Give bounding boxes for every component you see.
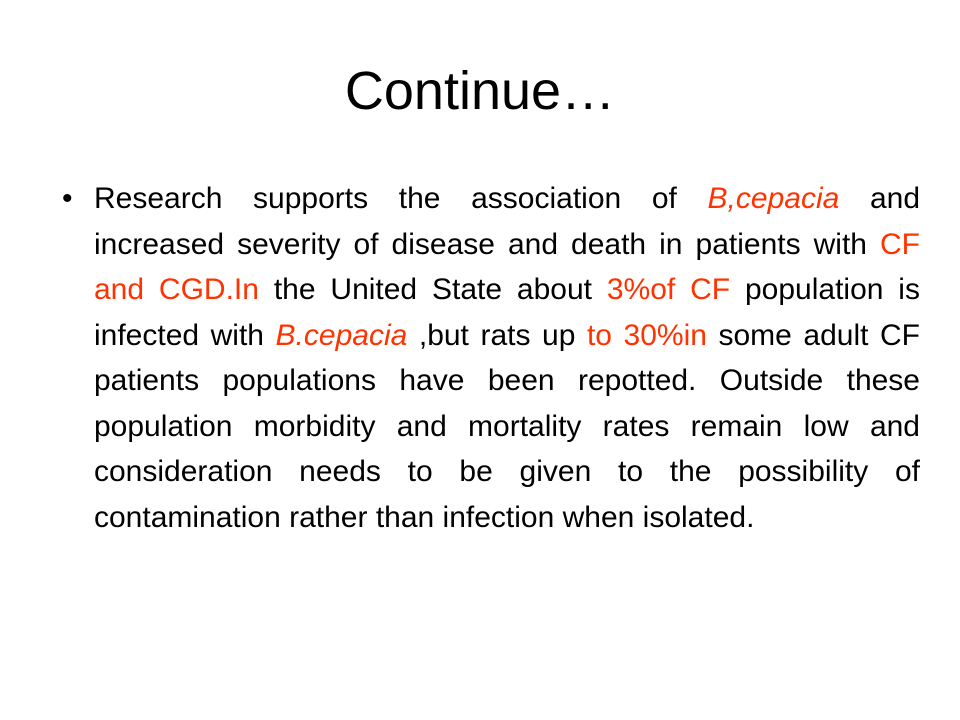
highlight-3-percent-cf: 3%of CF <box>606 273 731 306</box>
bullet-text-segment: and increased severity of disease and death in patients with <box>94 182 921 261</box>
bullet-text-segment: some adult CF patients populations have been repotted. Outside these population morbidity and mortality rates remain low and consideration needs to be given to the possibility of contamination rather than infection when isolated. <box>94 318 921 534</box>
highlight-30-percent: to 30%in <box>586 318 707 352</box>
bullet-paragraph <box>94 176 920 540</box>
highlight-b-cepacia: B,cepacia <box>707 182 840 215</box>
highlight-b-cepacia-2: B.cepacia <box>275 318 408 352</box>
bullet-text-segment: population is infected with <box>94 273 920 352</box>
bullet-item <box>62 176 920 540</box>
slide-title: Continue… <box>344 61 616 121</box>
bullet-text-segment: Research supports the association of <box>94 182 708 215</box>
bullet-marker: • <box>62 182 73 215</box>
bullet-text-segment: ,but rats up <box>407 318 587 352</box>
bullet-text-segment: the United State about <box>258 273 607 306</box>
highlight-cf-cgd: CF and CGD.In <box>94 227 920 306</box>
